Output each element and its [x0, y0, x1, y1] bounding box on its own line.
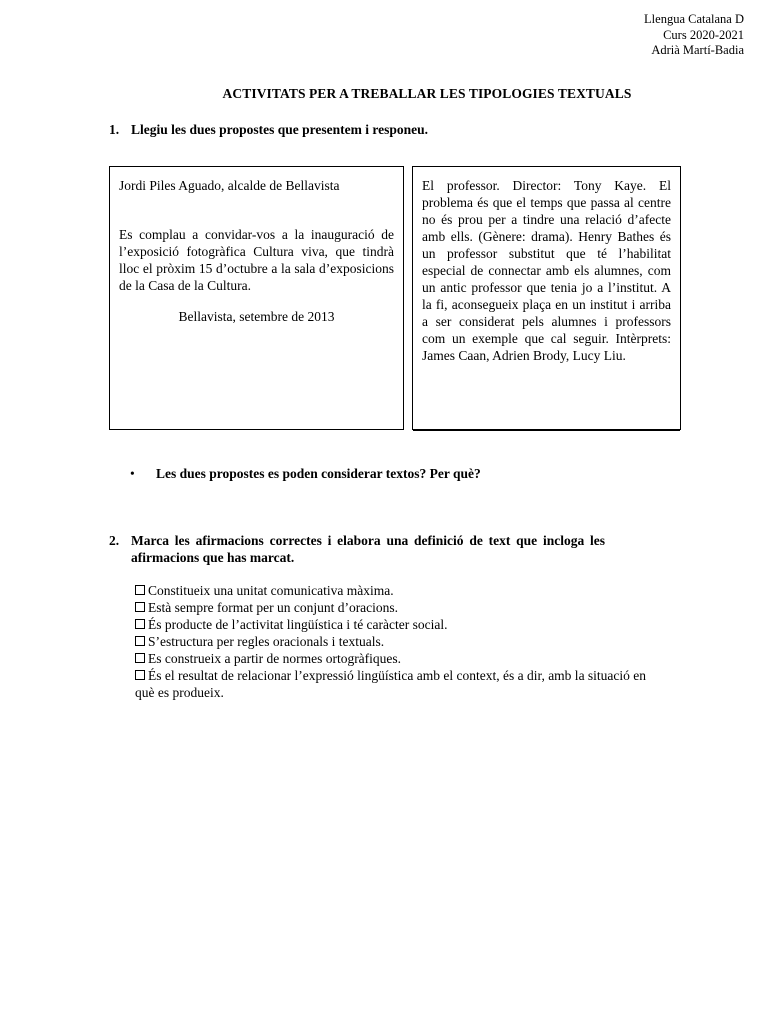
question-1-heading — [109, 121, 428, 138]
bullet-question — [130, 466, 481, 482]
option-label: Constitueix una unitat comunicativa màxima. — [148, 583, 394, 598]
invitation-author: Jordi Piles Aguado, alcalde de Bellavista — [119, 178, 340, 193]
option-label: Està sempre format per un conjunt d’oracions. — [148, 600, 399, 615]
header-author: Adrià Martí-Badia — [651, 43, 744, 57]
bullet-question-text: Les dues propostes es poden considerar textos? Per què? — [156, 466, 481, 481]
invitation-place-date: Bellavista, setembre de 2013 — [178, 309, 335, 324]
option-label: S’estructura per regles oracionals i textuals. — [148, 634, 385, 649]
option-label: És el resultat de relacionar l’expressió lingüística amb el context, és a dir, amb la situació en què es produeix. — [135, 668, 647, 700]
question-2-number: 2. — [109, 533, 120, 548]
option-item[interactable] — [135, 582, 659, 599]
option-label: És producte de l’activitat lingüística i té caràcter social. — [148, 617, 448, 632]
invitation-body: Es complau a convidar-vos a la inauguració de l’exposició fotogràfica Cultura viva, que tindrà lloc el pròxim 15 d’octubre a la sala d’exposicions de la Casa de la Cultura. — [119, 227, 394, 293]
option-item[interactable] — [135, 599, 659, 616]
checkbox-icon[interactable] — [135, 670, 145, 680]
question-1-number: 1. — [109, 122, 120, 137]
option-item[interactable] — [135, 650, 659, 667]
invitation-text-box — [109, 166, 404, 430]
header-subject: Llengua Catalana D — [644, 12, 744, 26]
checkbox-icon[interactable] — [135, 653, 145, 663]
option-item[interactable] — [135, 667, 659, 701]
box-underline — [413, 430, 680, 431]
checkbox-icon[interactable] — [135, 636, 145, 646]
option-label: Es construeix a partir de normes ortogràfiques. — [148, 651, 402, 666]
bullet-marker: • — [130, 466, 135, 481]
document-header — [644, 12, 744, 59]
header-course: Curs 2020-2021 — [663, 27, 744, 42]
question-1-text: Llegiu les dues propostes que presentem i responeu. — [131, 122, 429, 137]
option-item[interactable] — [135, 633, 659, 650]
checkbox-icon[interactable] — [135, 585, 145, 595]
document-title: ACTIVITATS PER A TREBALLAR LES TIPOLOGIES TEXTUALS — [222, 86, 632, 101]
question-2-heading — [109, 532, 609, 566]
option-item[interactable] — [135, 616, 659, 633]
question-2-text: Marca les afirmacions correctes i elabora una definició de text que incloga les afirmacions que has marcat. — [131, 533, 605, 565]
film-review-body: El professor. Director: Tony Kaye. El problema és que el temps que passa al centre no és prou per a tindre una relació d’afecte amb ells. (Gènere: drama). Henry Bathes és un professor substitut que té l’habilitat especial de connectar amb els alumnes, com un antic professor que tenia jo a l’institut. A la fi, aconsegueix plaça en un institut i arriba a ser considerat pels alumnes i professors com un exemple que cal seguir. Intèrprets: James Caan, Adrien Brody, Lucy Liu. — [422, 178, 671, 363]
checkbox-icon[interactable] — [135, 602, 145, 612]
checkbox-icon[interactable] — [135, 619, 145, 629]
statement-options-list — [135, 582, 659, 701]
film-review-text-box — [412, 166, 681, 430]
